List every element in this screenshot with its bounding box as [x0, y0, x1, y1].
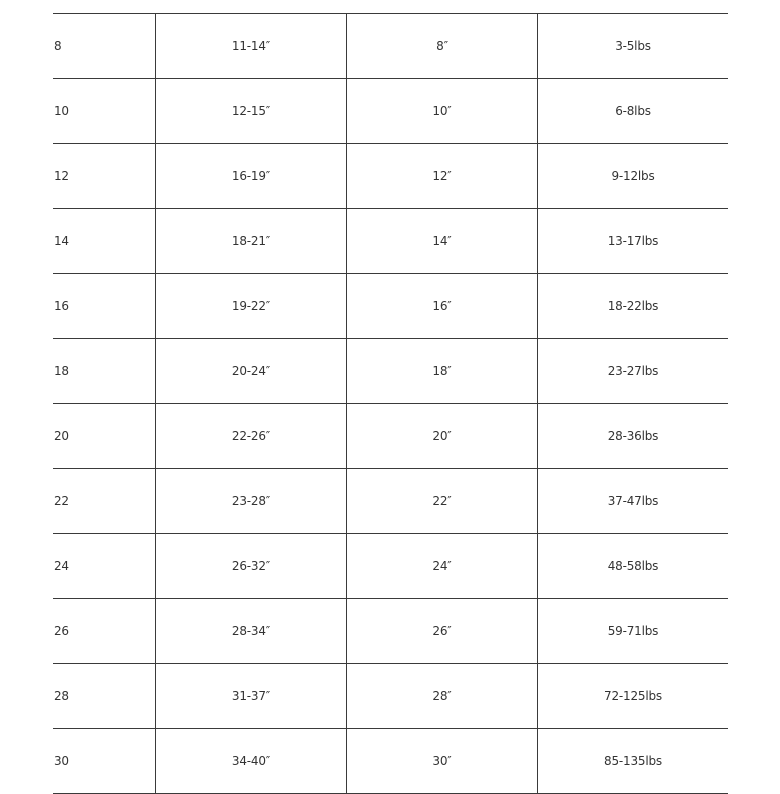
length-cell: 28″ [347, 664, 538, 729]
table-row [53, 14, 728, 79]
size-cell: 10 [53, 79, 156, 144]
length-cell: 14″ [347, 209, 538, 274]
size-cell: 12 [53, 144, 156, 209]
girth-cell: 22-26″ [156, 404, 347, 469]
weight-cell: 13-17lbs [538, 209, 729, 274]
weight-cell: 59-71lbs [538, 599, 729, 664]
weight-cell: 3-5lbs [538, 14, 729, 79]
length-cell: 16″ [347, 274, 538, 339]
girth-cell: 28-34″ [156, 599, 347, 664]
size-cell: 26 [53, 599, 156, 664]
length-cell: 18″ [347, 339, 538, 404]
size-cell: 18 [53, 339, 156, 404]
table-row [53, 534, 728, 599]
girth-cell: 31-37″ [156, 664, 347, 729]
table-row [53, 404, 728, 469]
girth-cell: 18-21″ [156, 209, 347, 274]
size-cell: 14 [53, 209, 156, 274]
weight-cell: 85-135lbs [538, 729, 729, 794]
girth-cell: 23-28″ [156, 469, 347, 534]
girth-cell: 11-14″ [156, 14, 347, 79]
length-cell: 12″ [347, 144, 538, 209]
table-row [53, 144, 728, 209]
table-row [53, 664, 728, 729]
size-cell: 16 [53, 274, 156, 339]
weight-cell: 9-12lbs [538, 144, 729, 209]
length-cell: 8″ [347, 14, 538, 79]
size-chart-body [53, 14, 728, 794]
girth-cell: 34-40″ [156, 729, 347, 794]
length-cell: 26″ [347, 599, 538, 664]
size-cell: 20 [53, 404, 156, 469]
weight-cell: 37-47lbs [538, 469, 729, 534]
size-cell: 30 [53, 729, 156, 794]
length-cell: 24″ [347, 534, 538, 599]
table-row [53, 339, 728, 404]
weight-cell: 18-22lbs [538, 274, 729, 339]
weight-cell: 48-58lbs [538, 534, 729, 599]
length-cell: 22″ [347, 469, 538, 534]
girth-cell: 20-24″ [156, 339, 347, 404]
length-cell: 30″ [347, 729, 538, 794]
girth-cell: 19-22″ [156, 274, 347, 339]
table-row [53, 79, 728, 144]
length-cell: 20″ [347, 404, 538, 469]
table-row [53, 599, 728, 664]
size-cell: 22 [53, 469, 156, 534]
weight-cell: 6-8lbs [538, 79, 729, 144]
weight-cell: 72-125lbs [538, 664, 729, 729]
size-chart-table [53, 13, 728, 794]
weight-cell: 28-36lbs [538, 404, 729, 469]
length-cell: 10″ [347, 79, 538, 144]
girth-cell: 16-19″ [156, 144, 347, 209]
girth-cell: 26-32″ [156, 534, 347, 599]
table-row [53, 209, 728, 274]
weight-cell: 23-27lbs [538, 339, 729, 404]
size-cell: 24 [53, 534, 156, 599]
table-row [53, 729, 728, 794]
table-row [53, 469, 728, 534]
girth-cell: 12-15″ [156, 79, 347, 144]
size-cell: 28 [53, 664, 156, 729]
size-cell: 8 [53, 14, 156, 79]
table-row [53, 274, 728, 339]
